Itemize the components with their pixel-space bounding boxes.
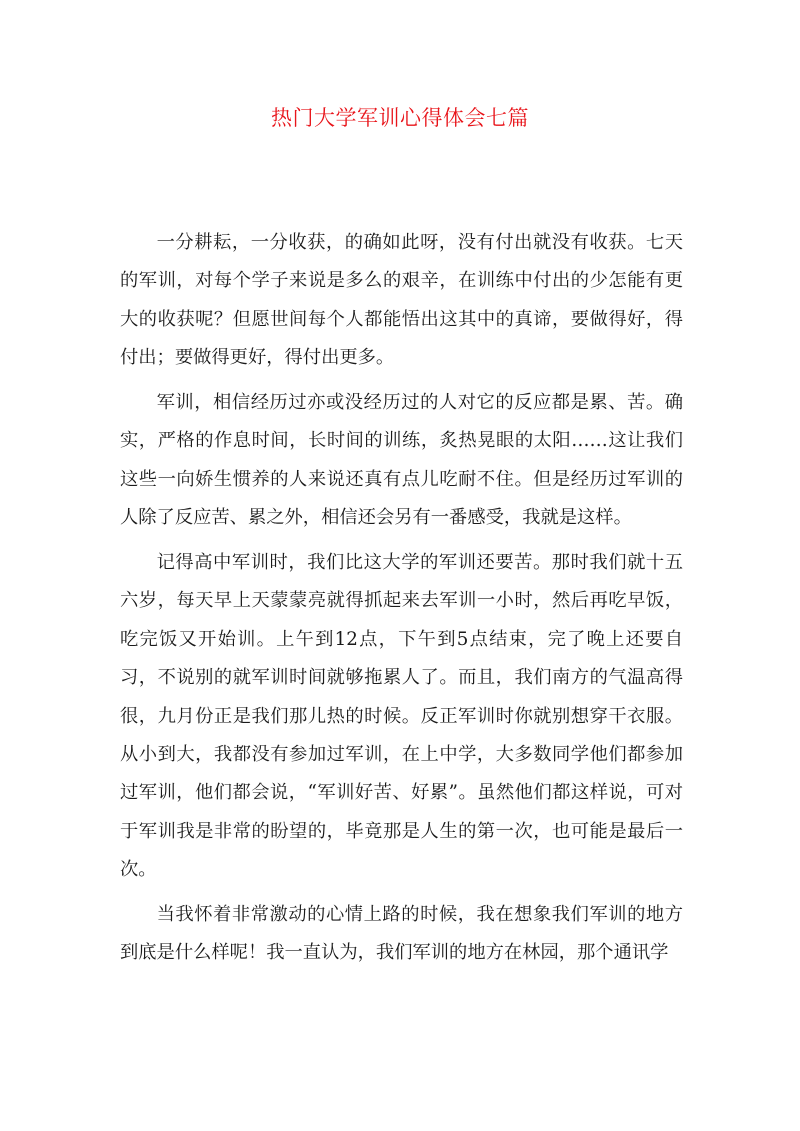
paragraph-2: 军训，相信经历过亦或没经历过的人对它的反应都是累、苦。确实，严格的作息时间，长时间的训练，炙热晃眼的太阳……这让我们这些一向娇生惯养的人来说还真有点儿吃耐不住。但是经历过军训的人除了反应苦、累之外，相信还会另有一番感受，我就是这样。	[120, 392, 683, 529]
paragraph-4: 当我怀着非常激动的心情上路的时候，我在想象我们军训的地方到底是什么样呢！我一直认为，我们军训的地方在林园，那个通讯学	[120, 904, 683, 964]
document-body	[120, 224, 683, 979]
paragraph-1: 一分耕耘，一分收获，的确如此呀，没有付出就没有收获。七天的军训，对每个学子来说是多么的艰辛，在训练中付出的少怎能有更大的收获呢？但愿世间每个人都能悟出这其中的真谛，要做得好，得付出；要做得更好，得付出更多。	[120, 232, 683, 369]
document-title: 热门大学军训心得体会七篇	[271, 106, 529, 130]
paragraph-3: 记得高中军训时，我们比这大学的军训还要苦。那时我们就十五六岁，每天早上天蒙蒙亮就得抓起来去军训一小时，然后再吃早饭，吃完饭又开始训。上午到12点，下午到5点结束，完了晚上还要自习，不说别的就军训时间就够拖累人了。而且，我们南方的气温高得很，九月份正是我们那儿热的时候。反正军训时你就别想穿干衣服。从小到大，我都没有参加过军训，在上中学，大多数同学他们都参加过军训，他们都会说，“军训好苦、好累”。虽然他们都这样说，可对于军训我是非常的盼望的，毕竟那是人生的第一次，也可能是最后一次。	[120, 552, 683, 881]
